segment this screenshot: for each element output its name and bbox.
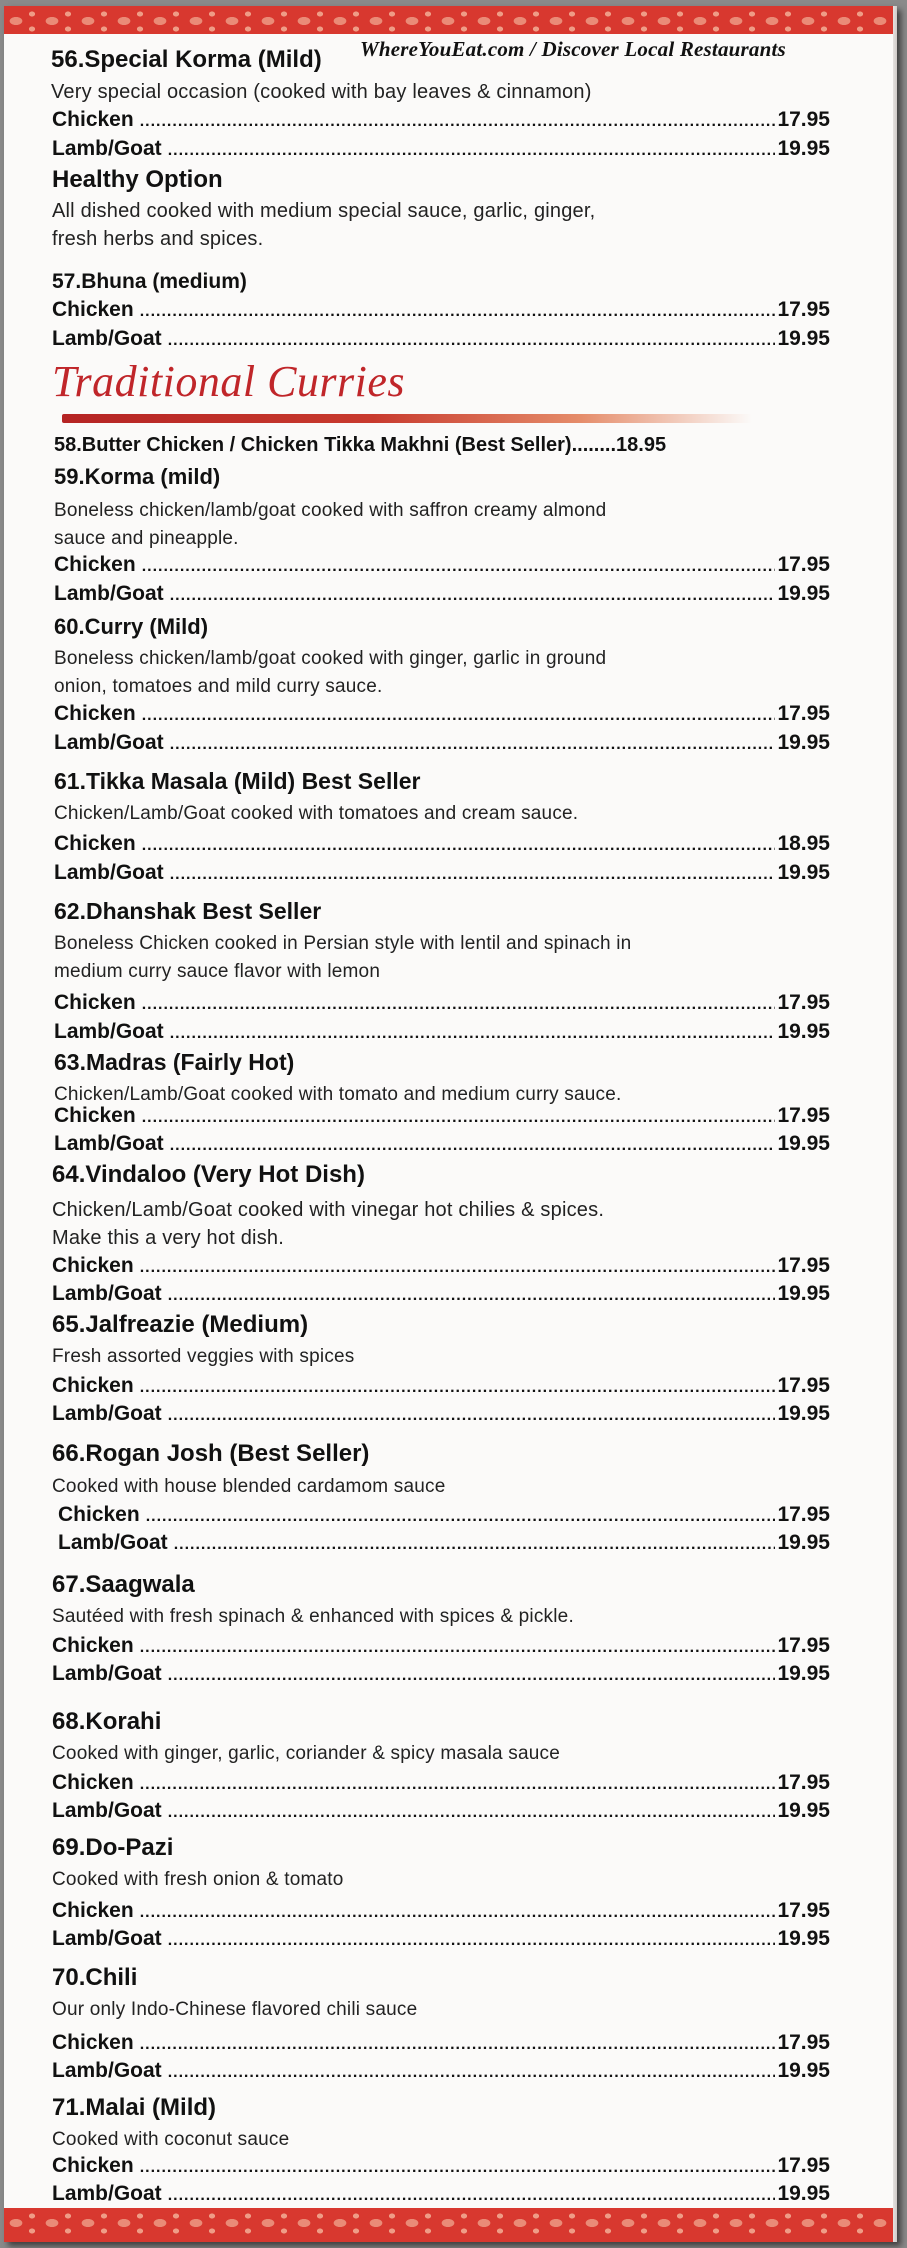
item-title: 69.Do-Pazi	[52, 1834, 174, 1861]
price-row	[52, 1662, 830, 1686]
dot-leader	[142, 1109, 776, 1127]
price-label: Chicken	[52, 298, 134, 321]
price-value: 17.95	[777, 2154, 830, 2177]
item-description: Cooked with house blended cardamom sauce	[52, 1476, 446, 1497]
dot-leader	[140, 113, 776, 131]
price-label: Lamb/Goat	[52, 1662, 162, 1685]
item-title: 61.Tikka Masala (Mild) Best Seller	[54, 768, 421, 794]
item-title: 58.Butter Chicken / Chicken Tikka Makhni (Best Seller)........18.95	[54, 434, 667, 456]
price-label: Lamb/Goat	[52, 2182, 162, 2205]
price-row	[52, 1799, 830, 1823]
item-description: Our only Indo-Chinese flavored chili sauce	[52, 1999, 418, 2020]
dot-leader	[140, 1259, 776, 1277]
price-label: Chicken	[52, 2154, 134, 2177]
item-title: 57.Bhuna (medium)	[52, 270, 247, 293]
item-description: Boneless chicken/lamb/goat cooked with ginger, garlic in ground	[54, 648, 607, 669]
price-value: 19.95	[777, 327, 830, 350]
price-row	[58, 1531, 830, 1555]
price-label: Lamb/Goat	[54, 731, 164, 754]
dot-leader	[174, 1536, 776, 1554]
item-description: Cooked with fresh onion & tomato	[52, 1869, 344, 1890]
dot-leader	[140, 1904, 776, 1922]
price-row	[52, 1899, 830, 1923]
price-row	[58, 1503, 830, 1527]
price-value: 17.95	[777, 1104, 830, 1127]
price-row	[52, 2031, 830, 2055]
price-value: 19.95	[777, 2059, 830, 2082]
price-row	[54, 731, 830, 755]
price-row	[52, 1402, 830, 1426]
price-label: Chicken	[52, 1634, 134, 1657]
price-label: Chicken	[54, 702, 136, 725]
price-label: Lamb/Goat	[52, 1282, 162, 1305]
decorative-bottom-band	[4, 2208, 897, 2242]
item-title: 56.Special Korma (Mild)	[51, 46, 322, 73]
price-value: 17.95	[777, 1771, 830, 1794]
price-row	[52, 1927, 830, 1951]
dot-leader	[170, 1137, 776, 1155]
item-description: Chicken/Lamb/Goat cooked with tomato and medium curry sauce.	[54, 1084, 622, 1105]
item-title: 62.Dhanshak Best Seller	[54, 898, 322, 924]
price-row	[54, 991, 830, 1015]
price-value: 19.95	[777, 1402, 830, 1425]
dot-leader	[168, 1407, 776, 1425]
price-value: 17.95	[777, 1374, 830, 1397]
price-label: Lamb/Goat	[52, 2059, 162, 2082]
price-row	[54, 1132, 830, 1156]
price-value: 17.95	[777, 991, 830, 1014]
price-value: 17.95	[777, 702, 830, 725]
price-row	[54, 1104, 830, 1128]
price-value: 19.95	[777, 1927, 830, 1950]
subsection-title: Healthy Option	[52, 166, 223, 193]
dot-leader	[140, 303, 776, 321]
dot-leader	[142, 707, 776, 725]
price-label: Lamb/Goat	[54, 582, 164, 605]
item-description: Cooked with coconut sauce	[52, 2129, 290, 2150]
dot-leader	[168, 1667, 776, 1685]
price-row	[52, 108, 830, 132]
item-description: All dished cooked with medium special sauce, garlic, ginger,	[52, 200, 596, 222]
price-value: 17.95	[777, 1503, 830, 1526]
price-row	[52, 2154, 830, 2178]
item-title: 60.Curry (Mild)	[54, 614, 209, 639]
price-row	[52, 2059, 830, 2083]
price-value: 17.95	[777, 2031, 830, 2054]
price-label: Chicken	[54, 832, 136, 855]
dot-leader	[140, 2159, 776, 2177]
price-label: Lamb/Goat	[54, 861, 164, 884]
item-title: 59.Korma (mild)	[54, 464, 221, 489]
price-label: Chicken	[52, 1771, 134, 1794]
item-description: Cooked with ginger, garlic, coriander & spicy masala sauce	[52, 1743, 560, 1764]
price-value: 17.95	[777, 1899, 830, 1922]
item-description: fresh herbs and spices.	[52, 228, 264, 250]
price-row	[54, 1020, 830, 1044]
price-label: Chicken	[52, 1254, 134, 1277]
item-description: Chicken/Lamb/Goat cooked with tomatoes and cream sauce.	[54, 803, 579, 824]
price-label: Chicken	[52, 1374, 134, 1397]
item-description: Boneless Chicken cooked in Persian style with lentil and spinach in	[54, 933, 632, 954]
item-description: Fresh assorted veggies with spices	[52, 1346, 355, 1367]
price-row	[52, 327, 830, 351]
price-value: 19.95	[777, 1531, 830, 1554]
item-description: Sautéed with fresh spinach & enhanced with spices & pickle.	[52, 1606, 574, 1627]
price-value: 17.95	[777, 108, 830, 131]
dot-leader	[168, 1804, 776, 1822]
price-row	[52, 1771, 830, 1795]
price-label: Lamb/Goat	[52, 1402, 162, 1425]
dot-leader	[170, 587, 776, 605]
price-row	[52, 1374, 830, 1398]
price-value: 19.95	[777, 1282, 830, 1305]
dot-leader	[168, 332, 776, 350]
item-description: Make this a very hot dish.	[52, 1227, 284, 1249]
price-row	[52, 1254, 830, 1278]
price-row	[52, 2182, 830, 2206]
price-label: Chicken	[54, 1104, 136, 1127]
dot-leader	[142, 837, 776, 855]
dot-leader	[170, 736, 776, 754]
price-row	[52, 1282, 830, 1306]
price-row	[52, 1634, 830, 1658]
dot-leader	[168, 2064, 776, 2082]
price-value: 19.95	[777, 1799, 830, 1822]
item-description: Very special occasion (cooked with bay leaves & cinnamon)	[51, 81, 592, 103]
price-label: Chicken	[54, 553, 136, 576]
price-value: 17.95	[777, 298, 830, 321]
dot-leader	[140, 1639, 776, 1657]
price-value: 19.95	[777, 137, 830, 160]
item-description: Boneless chicken/lamb/goat cooked with saffron creamy almond	[54, 500, 607, 521]
dot-leader	[142, 996, 776, 1014]
item-description: sauce and pineapple.	[54, 528, 239, 549]
price-value: 19.95	[777, 582, 830, 605]
price-value: 19.95	[777, 1020, 830, 1043]
item-description: onion, tomatoes and mild curry sauce.	[54, 676, 383, 697]
section-divider	[62, 414, 752, 423]
price-label: Chicken	[52, 1899, 134, 1922]
price-row	[52, 298, 830, 322]
price-row	[52, 137, 830, 161]
dot-leader	[142, 558, 776, 576]
price-label: Lamb/Goat	[54, 1020, 164, 1043]
price-label: Chicken	[52, 108, 134, 131]
item-title: 63.Madras (Fairly Hot)	[54, 1049, 295, 1075]
dot-leader	[168, 142, 776, 160]
price-row	[54, 702, 830, 726]
price-value: 19.95	[777, 731, 830, 754]
price-row	[54, 553, 830, 577]
price-label: Chicken	[52, 2031, 134, 2054]
dot-leader	[170, 1025, 776, 1043]
menu-page	[4, 6, 897, 2242]
price-label: Lamb/Goat	[58, 1531, 168, 1554]
item-title: 66.Rogan Josh (Best Seller)	[52, 1440, 370, 1467]
dot-leader	[140, 2036, 776, 2054]
dot-leader	[140, 1379, 776, 1397]
dot-leader	[168, 1287, 776, 1305]
price-value: 19.95	[777, 2182, 830, 2205]
price-value: 17.95	[777, 1634, 830, 1657]
price-label: Lamb/Goat	[52, 327, 162, 350]
section-title: Traditional Curries	[52, 357, 406, 406]
price-label: Lamb/Goat	[52, 1799, 162, 1822]
price-value: 19.95	[777, 1132, 830, 1155]
dot-leader	[146, 1508, 776, 1526]
item-title: 67.Saagwala	[52, 1571, 195, 1598]
item-title: 65.Jalfreazie (Medium)	[52, 1311, 309, 1338]
item-title: 71.Malai (Mild)	[52, 2094, 217, 2121]
item-title: 68.Korahi	[52, 1708, 162, 1735]
price-value: 18.95	[777, 832, 830, 855]
price-value: 19.95	[777, 861, 830, 884]
dot-leader	[170, 866, 776, 884]
site-watermark: WhereYouEat.com / Discover Local Restaurants	[360, 37, 786, 61]
price-label: Lamb/Goat	[54, 1132, 164, 1155]
dot-leader	[140, 1776, 776, 1794]
price-value: 17.95	[777, 553, 830, 576]
price-label: Chicken	[58, 1503, 140, 1526]
item-title: 64.Vindaloo (Very Hot Dish)	[52, 1161, 365, 1188]
price-value: 19.95	[777, 1662, 830, 1685]
price-row	[54, 861, 830, 885]
dot-leader	[168, 1932, 776, 1950]
item-description: medium curry sauce flavor with lemon	[54, 961, 381, 982]
decorative-top-band	[4, 6, 897, 34]
item-description: Chicken/Lamb/Goat cooked with vinegar hot chilies & spices.	[52, 1199, 605, 1221]
price-row	[54, 832, 830, 856]
price-row	[54, 582, 830, 606]
dot-leader	[168, 2187, 776, 2205]
item-title: 70.Chili	[52, 1964, 138, 1991]
price-value: 17.95	[777, 1254, 830, 1277]
price-label: Lamb/Goat	[52, 137, 162, 160]
price-label: Lamb/Goat	[52, 1927, 162, 1950]
price-label: Chicken	[54, 991, 136, 1014]
